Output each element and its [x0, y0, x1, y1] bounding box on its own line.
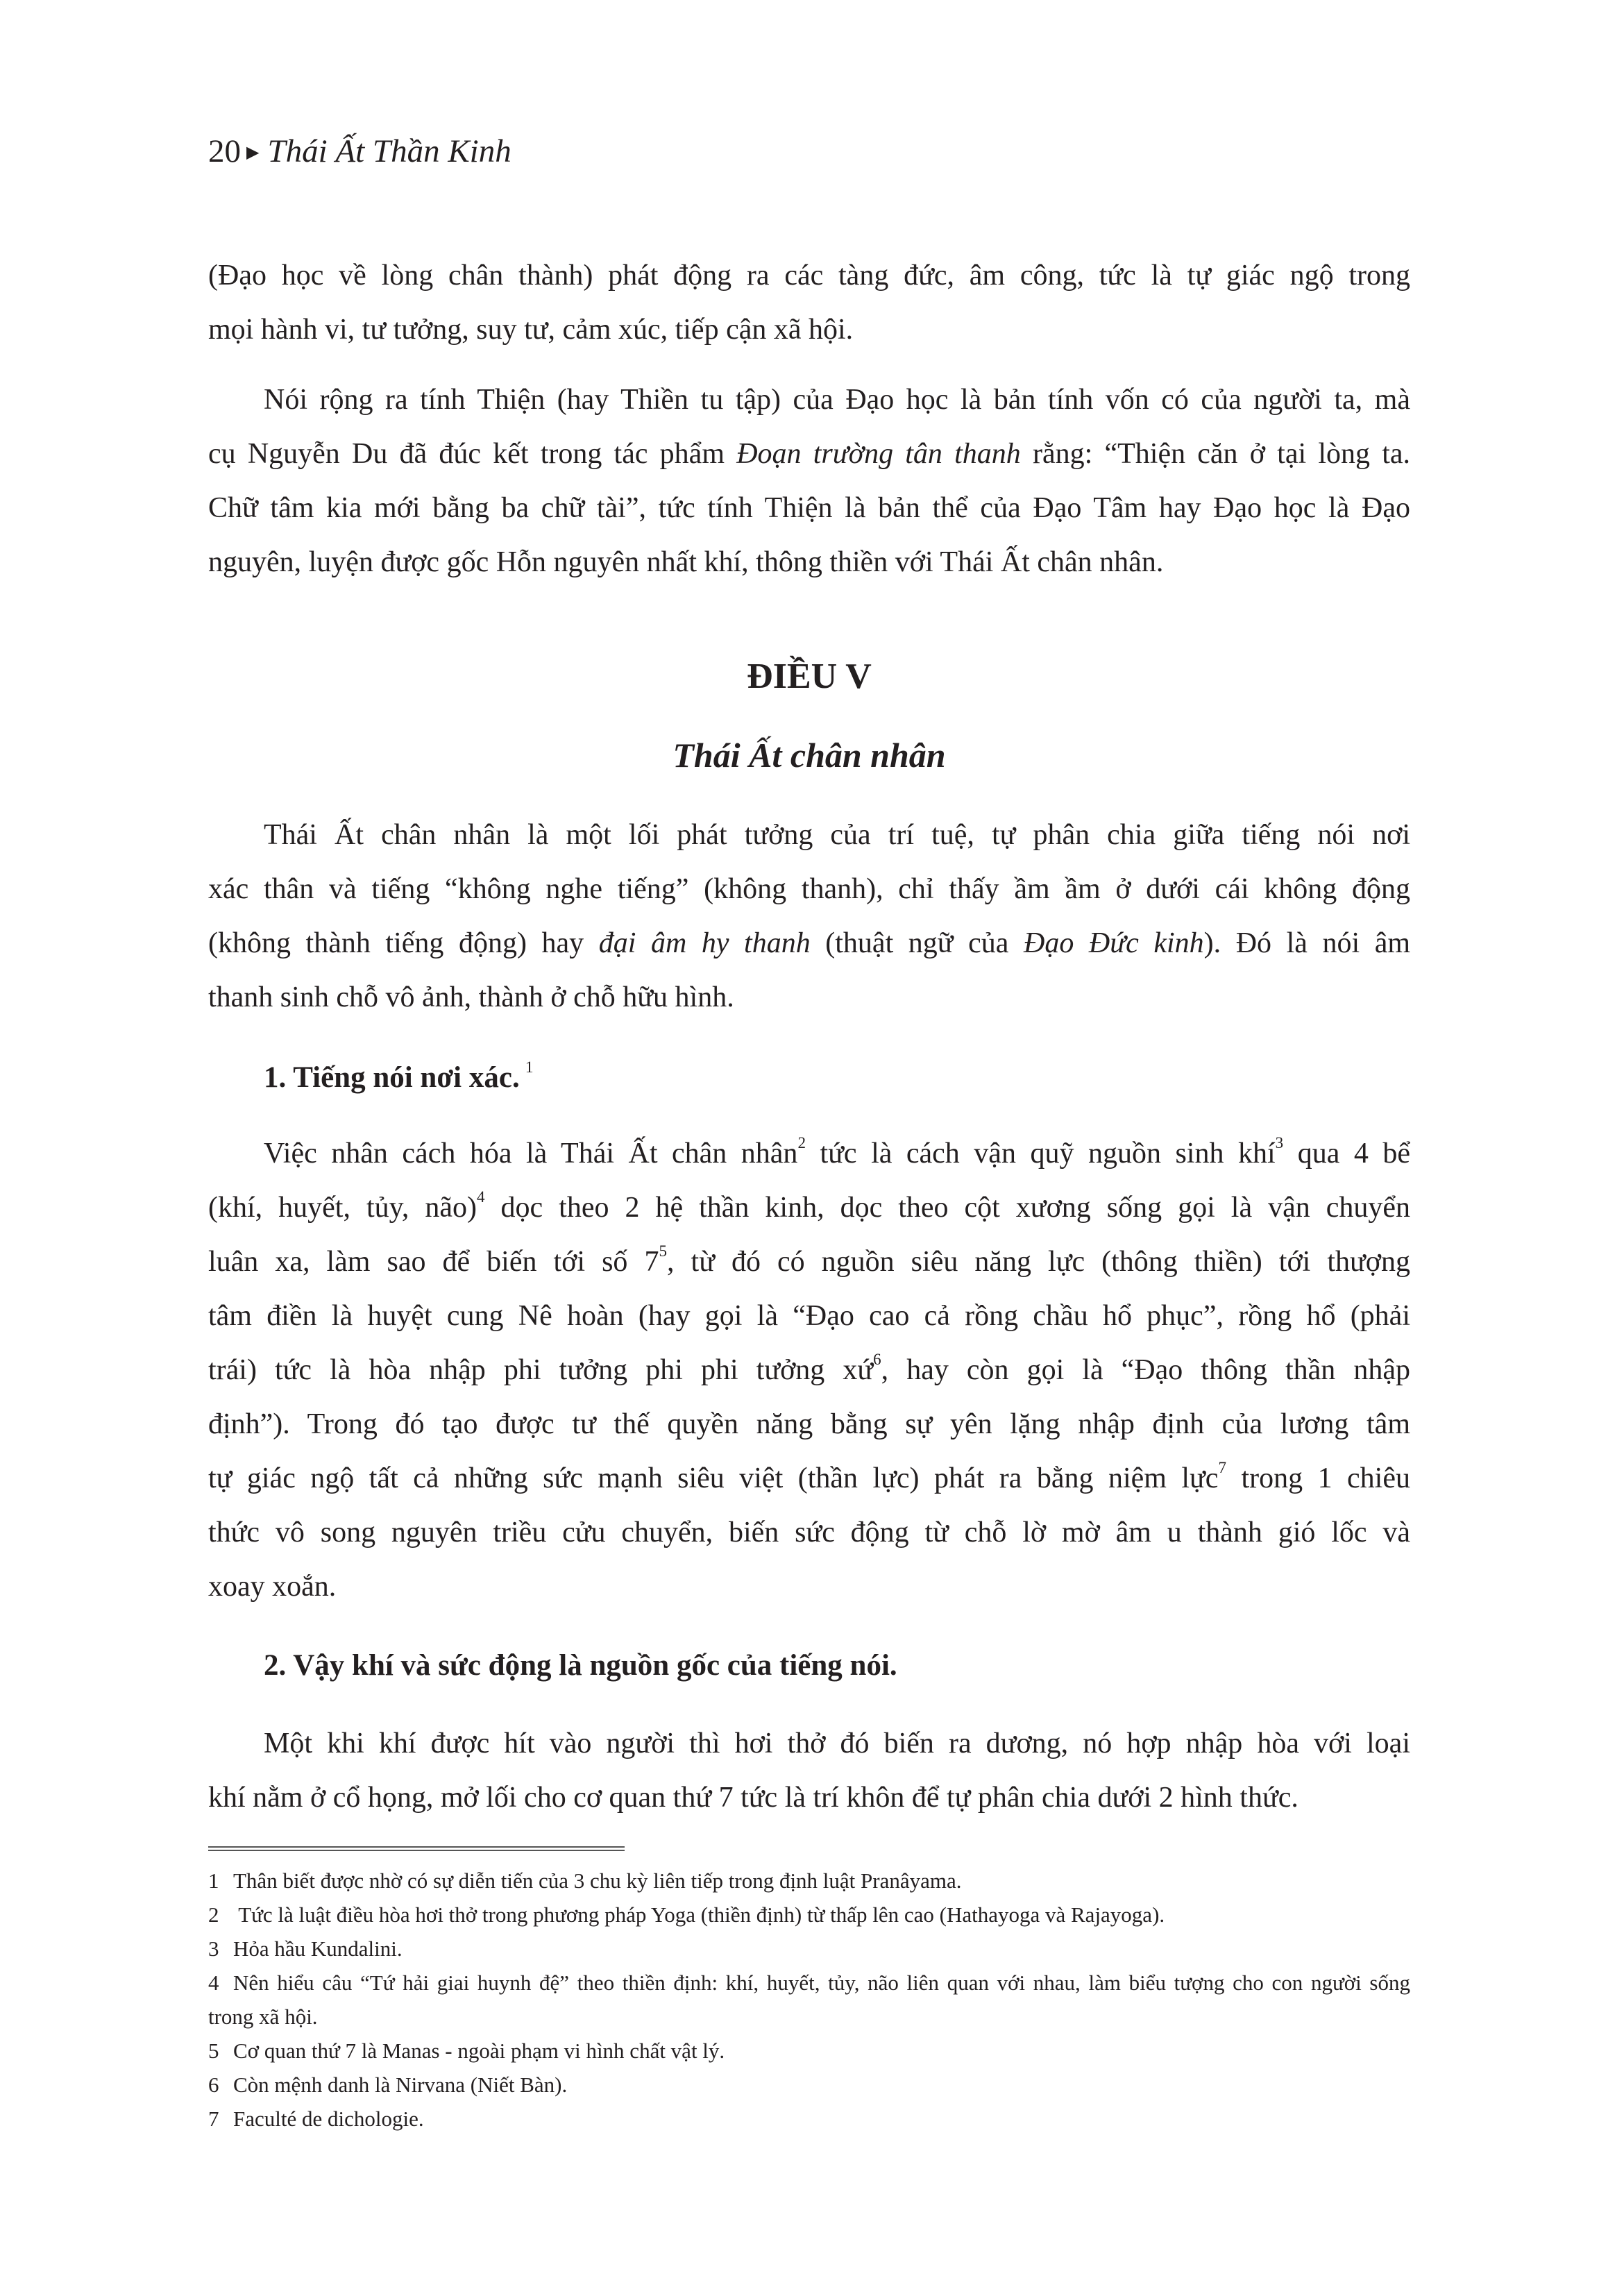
footnote-item — [208, 1864, 1410, 1898]
text-run: qua 4 bể — [1283, 1138, 1410, 1170]
text-run: , hay còn gọi là “Đạo thông thần nhập — [881, 1354, 1410, 1386]
text-run: Việc nhân cách hóa là Thái Ất chân nhân — [264, 1138, 798, 1170]
footnote-number: 3 — [208, 1936, 219, 1961]
text-line — [208, 1181, 1410, 1235]
text-line — [208, 1505, 1410, 1560]
footnote-ref[interactable]: 5 — [659, 1242, 667, 1260]
text-run: dọc theo 2 hệ thần kinh, dọc theo cột xương sống gọi là vận chuyển — [484, 1192, 1410, 1224]
article-heading: ĐIỀU V — [747, 657, 872, 696]
footnote-text: Hỏa hầu Kundalini. — [233, 1936, 403, 1961]
footnote-ref[interactable]: 3 — [1275, 1133, 1284, 1152]
text-run: tự giác ngộ tất cả những sức mạnh siêu việt (thần lực) phát ra bằng niệm lực — [208, 1462, 1219, 1494]
text-run: (không thành tiếng động) hay — [208, 927, 599, 959]
footnote-number: 2 — [208, 1902, 219, 1927]
footnote-text-continued: trong xã hội. — [208, 2004, 318, 2029]
paragraph-1 — [208, 248, 1410, 357]
text-run: rằng: “Thiện căn ở tại lòng ta. — [1020, 438, 1411, 470]
text-run: tức là cách vận quỹ nguồn sinh khí — [805, 1138, 1276, 1170]
text-run: xác thân và tiếng “không nghe tiếng” (không thanh), chỉ thấy ầm ầm ở dưới cái không động — [208, 873, 1410, 905]
text-line — [208, 1397, 1410, 1451]
italic-text: đại âm hy thanh — [598, 927, 811, 959]
text-line — [208, 1343, 1410, 1397]
footnotes — [208, 1864, 1410, 2136]
text-line — [208, 1716, 1410, 1771]
footnote-item — [208, 1898, 1410, 1932]
section-heading-1-text: 1. Tiếng nói nơi xác. — [264, 1061, 520, 1094]
text-line — [208, 1235, 1410, 1289]
footnote-number: 4 — [208, 1970, 219, 1995]
text-run: Nói rộng ra tính Thiện (hay Thiền tu tập) của Đạo học là bản tính vốn có của người ta, mà — [264, 384, 1410, 416]
section-heading-2: 2. Vậy khí và sức động là nguồn gốc của tiếng nói. — [264, 1649, 897, 1682]
text-line — [208, 1771, 1410, 1825]
text-run: nguyên, luyện được gốc Hỗn nguyên nhất khí, thông thiền với Thái Ất chân nhân. — [208, 546, 1164, 578]
text-line — [208, 808, 1410, 862]
text-run: thức vô song nguyên triều cửu chuyển, biến sức động từ chỗ lờ mờ âm u thành gió lốc và — [208, 1517, 1410, 1548]
text-run: khí nằm ở cổ họng, mở lối cho cơ quan thứ 7 tức là trí khôn để tự phân chia dưới 2 hình thức. — [208, 1782, 1298, 1814]
paragraph-4 — [208, 1126, 1410, 1614]
italic-text: Đoạn trường tân thanh — [736, 438, 1021, 470]
footnote-text: Cơ quan thứ 7 là Manas - ngoài phạm vi hình chất vật lý. — [233, 2038, 725, 2063]
footnote-text: Nên hiểu câu “Tứ hải giai huynh đệ” theo thiền định: khí, huyết, tủy, não liên quan với nhau, làm biểu tượng cho con người sống — [233, 1970, 1410, 1995]
paragraph-3 — [208, 808, 1410, 1024]
footnote-item — [208, 2034, 1410, 2068]
article-subtitle: Thái Ất chân nhân — [672, 736, 946, 775]
text-run: trong 1 chiêu — [1226, 1462, 1410, 1494]
footnote-text: Tức là luật điều hòa hơi thở trong phương pháp Yoga (thiền định) từ thấp lên cao (Hathayoga và Rajayoga). — [233, 1902, 1165, 1927]
footnote-text: Faculté de dichologie. — [233, 2107, 424, 2131]
footnote-item — [208, 1966, 1410, 2000]
text-line — [208, 916, 1410, 970]
running-header — [208, 126, 511, 178]
footnote-number: 1 — [208, 1868, 219, 1893]
footnote-text: Thân biết được nhờ có sự diễn tiến của 3 chu kỳ liên tiếp trong định luật Pranâyama. — [233, 1868, 962, 1893]
text-run: xoay xoắn. — [208, 1571, 337, 1603]
text-run: (thuật ngữ của — [810, 927, 1024, 959]
text-line — [208, 303, 1410, 357]
text-run: thanh sinh chỗ vô ảnh, thành ở chỗ hữu hình. — [208, 981, 734, 1013]
text-run: , từ đó có nguồn siêu năng lực (thông thiền) tới thượng — [667, 1246, 1411, 1278]
footnote-divider — [208, 1846, 625, 1851]
text-run: luân xa, làm sao để biến tới số 7 — [208, 1246, 659, 1278]
text-line — [208, 373, 1410, 427]
text-line — [208, 1289, 1410, 1343]
text-run: Chữ tâm kia mới bằng ba chữ tài”, tức tính Thiện là bản thể của Đạo Tâm hay Đạo học là Đạo — [208, 492, 1410, 524]
paragraph-5 — [208, 1716, 1410, 1825]
text-line — [208, 1560, 1410, 1614]
text-line — [208, 1451, 1410, 1505]
text-run: (Đạo học về lòng chân thành) phát động ra các tàng đức, âm công, tức là tự giác ngộ trong — [208, 260, 1410, 292]
footnote-item — [208, 2068, 1410, 2102]
text-line — [208, 481, 1410, 535]
footnote-ref[interactable]: 7 — [1218, 1458, 1226, 1477]
section-heading-1 — [208, 1051, 1466, 1105]
footnote-number: 7 — [208, 2107, 219, 2131]
text-run: trái) tức là hòa nhập phi tưởng phi phi tưởng xứ — [208, 1354, 874, 1386]
footnote-item — [208, 1932, 1410, 1966]
text-run: tâm điền là huyệt cung Nê hoàn (hay gọi là “Đạo cao cả rồng chầu hổ phục”, rồng hổ (phải — [208, 1300, 1410, 1332]
page-number: 20 — [208, 133, 241, 169]
footnote-ref[interactable]: 2 — [797, 1133, 806, 1152]
text-run: định”). Trong đó tạo được tư thế quyền năng bằng sự yên lặng nhập định của lương tâm — [208, 1408, 1410, 1440]
text-line — [208, 248, 1410, 303]
text-run: ). Đó là nói âm — [1203, 927, 1410, 959]
paragraph-2 — [208, 373, 1410, 589]
text-run: Thái Ất chân nhân là một lối phát tưởng của trí tuệ, tự phân chia giữa tiếng nói nơi — [264, 819, 1410, 851]
text-run: cụ Nguyễn Du đã đúc kết trong tác phẩm — [208, 438, 737, 470]
footnote-text: Còn mệnh danh là Nirvana (Niết Bàn). — [233, 2073, 568, 2097]
text-line — [208, 970, 1410, 1024]
italic-text: Đạo Đức kinh — [1023, 927, 1204, 959]
footnote-ref[interactable]: 1 — [525, 1058, 534, 1077]
book-title: Thái Ất Thần Kinh — [267, 133, 511, 169]
text-run: mọi hành vi, tư tưởng, suy tư, cảm xúc, tiếp cận xã hội. — [208, 314, 854, 346]
triangle-right-icon: ▶ — [246, 144, 260, 162]
text-line — [208, 427, 1410, 481]
footnote-ref[interactable]: 6 — [873, 1350, 881, 1369]
text-run: (khí, huyết, tủy, não) — [208, 1192, 477, 1224]
footnote-number: 5 — [208, 2038, 219, 2063]
text-line — [208, 535, 1410, 589]
footnote-ref[interactable]: 4 — [477, 1188, 485, 1206]
text-line — [208, 1126, 1410, 1181]
text-line — [208, 862, 1410, 916]
text-run: Một khi khí được hít vào người thì hơi thở đó biến ra dương, nó hợp nhập hòa với loại — [264, 1728, 1410, 1759]
footnote-item — [208, 2102, 1410, 2136]
footnote-number: 6 — [208, 2073, 219, 2097]
